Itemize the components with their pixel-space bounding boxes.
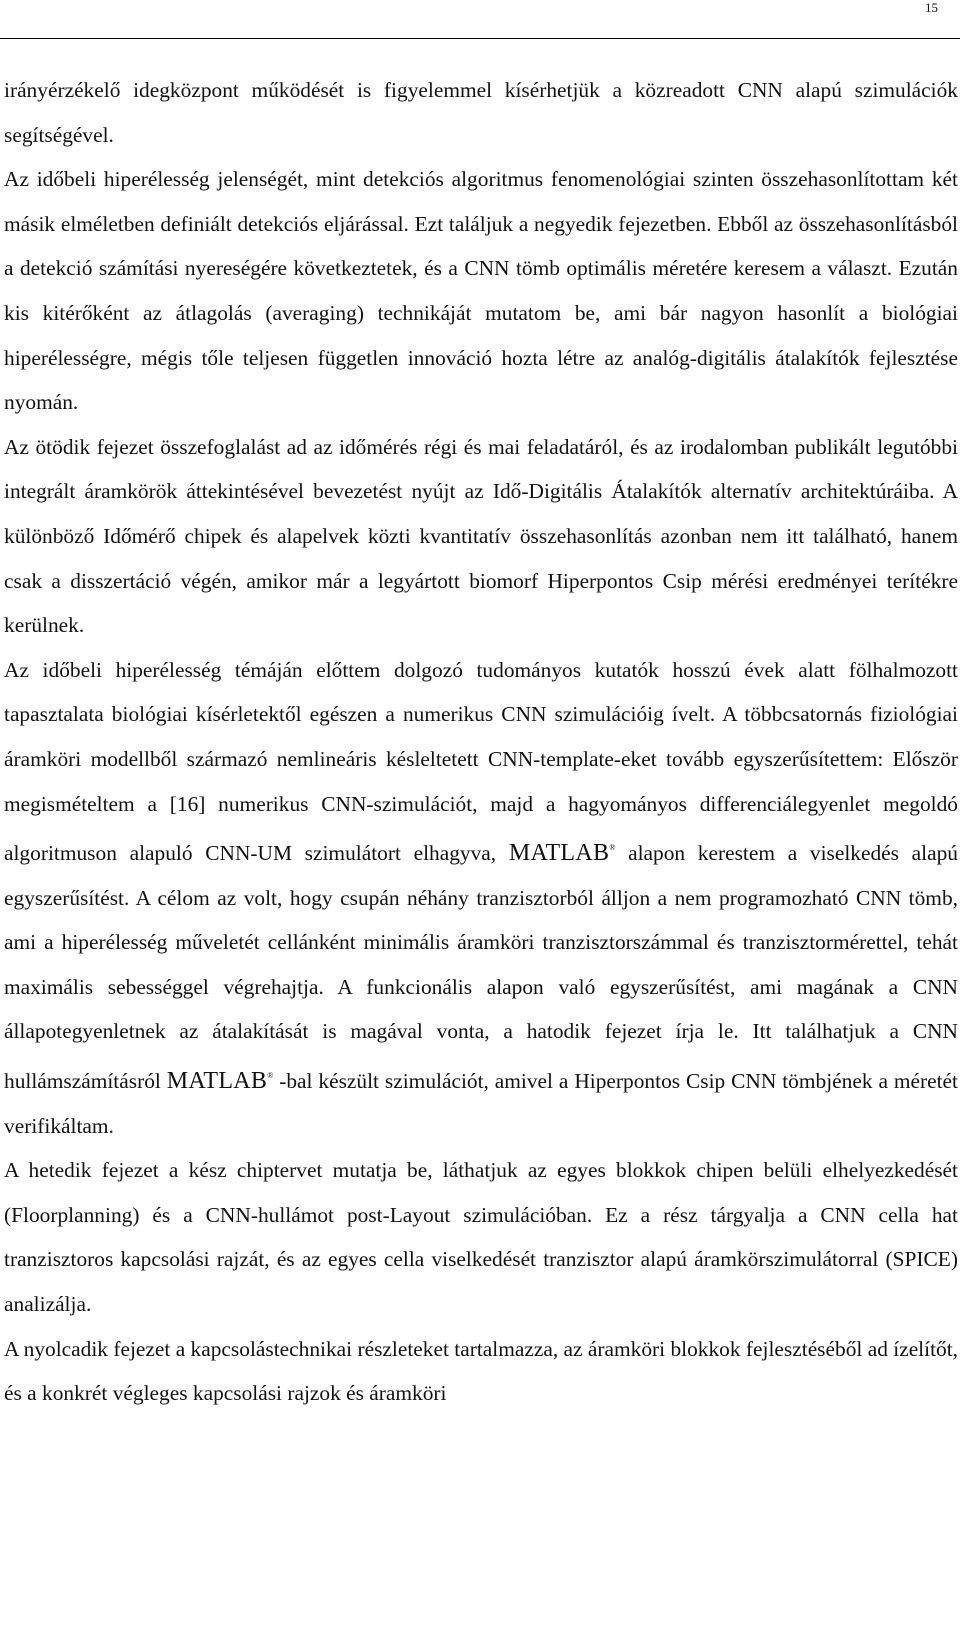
matlab-logo: MATLAB xyxy=(166,1068,268,1095)
paragraph-4-part-2: alapon kerestem a viselkedés alapú egyszerűsítést. A célom az volt, hogy csupán néhány tranzisztorból álljon a nem programozható CNN tömb, ami a hiperélesség műveletét cellánként minimális áramköri tranzisztorszámmal és tranzisztormérettel, tehát maximális sebességgel végrehajtja. A funkcionális alapon való egyszerűsítést, ami magának a CNN állapotegyenletnek az átalakítását is magával vonta, a hatodik fejezet írja le. Itt találhatjuk a CNN hullámszámításról xyxy=(4,841,958,1094)
body-text xyxy=(4,68,958,1416)
paragraph-3: Az ötödik fejezet összefoglalást ad az időmérés régi és mai feladatáról, és az irodalomban publikált legutóbbi integrált áramkörök áttekintésével bevezetést nyújt az Idő-Digitális Átalakítók alternatív architektúráiba. A különböző Időmérő chipek és alapelvek közti kvantitatív összehasonlítás azonban nem itt található, hanem csak a disszertáció végén, amikor már a legyártott biomorf Hiperpontos Csip mérési eredményei terítékre kerülnek. xyxy=(4,434,958,638)
paragraph-5: A hetedik fejezet a kész chiptervet mutatja be, láthatjuk az egyes blokkok chipen belüli elhelyezkedését (Floorplanning) és a CNN-hullámot post-Layout szimulációban. Ez a rész tárgyalja a CNN cella hat tranzisztoros kapcsolási rajzát, és az egyes cella viselkedését tranzisztor alapú áramkörszimulátorral (SPICE) analizálja. xyxy=(4,1158,958,1317)
paragraph-2: Az időbeli hiperélesség jelenségét, mint detekciós algoritmus fenomenológiai szinten összehasonlítottam két másik elméletben definiált detekciós eljárással. Ezt találjuk a negyedik fejezetben. Ebből az összehasonlításból a detekció számítási nyereségére következtetek, és a CNN tömb optimális méretére keresem a választ. Ezután kis kitérőként az átlagolás (averaging) technikáját mutatom be, ami bár nagyon hasonlít a biológiai hiperélességre, mégis tőle teljesen független innováció hozta létre az analóg-digitális átalakítók fejlesztése nyomán. xyxy=(4,167,958,415)
paragraph-4 xyxy=(4,648,958,1149)
page-number: 15 xyxy=(925,0,938,15)
registered-mark: ® xyxy=(609,843,616,853)
paragraph-6: A nyolcadik fejezet a kapcsolástechnikai részleteket tartalmazza, az áramköri blokkok fejlesztéséből ad ízelítőt, és a konkrét végleges kapcsolási rajzok és áramköri xyxy=(4,1336,958,1406)
paragraph-1: irányérzékelő idegközpont működését is figyelemmel kísérhetjük a közreadott CNN alapú szimulációk segítségével. xyxy=(4,78,958,147)
matlab-logo: MATLAB xyxy=(508,840,610,867)
registered-mark: ® xyxy=(267,1071,274,1081)
paragraph-4-part-3: -bal készült szimulációt, amivel a Hiperpontos Csip CNN tömbjének a méretét verifikáltam. xyxy=(4,1069,958,1138)
header-rule xyxy=(0,38,960,39)
paragraph-4-part-1: Az időbeli hiperélesség témáján előttem dolgozó tudományos kutatók hosszú évek alatt fölhalmozott tapasztalata biológiai kísérletektől egészen a numerikus CNN szimulációig ívelt. A többcsatornás fiziológiai áramköri modellből származó nemlineáris késleltetett CNN-template-eket tovább egyszerűsítettem: Először megismételtem a [16] numerikus CNN-szimulációt, majd a hagyományos differenciálegyenlet megoldó algoritmuson alapuló CNN-UM szimulátort elhagyva, xyxy=(4,657,958,866)
